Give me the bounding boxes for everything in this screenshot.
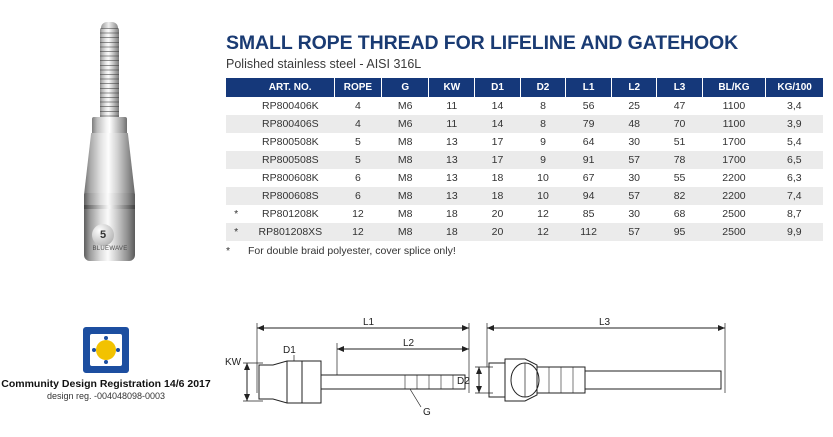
table-row [226, 187, 823, 205]
cell-d2: 12 [520, 223, 565, 241]
cell-rope: 6 [334, 187, 381, 205]
cell-d1: 18 [475, 187, 520, 205]
dim-label-l1: L1 [363, 317, 375, 328]
product-photo [30, 18, 200, 258]
cell-bl-kg: 1700 [702, 133, 766, 151]
cell-bl-kg: 2500 [702, 205, 766, 223]
column-header-d1: D1 [475, 78, 520, 97]
cell-d2: 9 [520, 151, 565, 169]
cell-star [226, 115, 246, 133]
cell-l1: 79 [566, 115, 612, 133]
cell-d1: 18 [475, 169, 520, 187]
cell-g: M8 [382, 223, 429, 241]
technical-drawings [225, 305, 825, 430]
cell-l3: 95 [657, 223, 702, 241]
footnote-star: * [226, 245, 231, 257]
cell-g: M8 [382, 133, 429, 151]
cell-d1: 20 [475, 205, 520, 223]
logo-star-circle [96, 340, 116, 360]
cell-g: M8 [382, 205, 429, 223]
cell-kw: 18 [429, 223, 475, 241]
cell-d1: 17 [475, 151, 520, 169]
spec-table [226, 78, 823, 241]
cell-g: M6 [382, 97, 429, 115]
cell-art-no: RP801208XS [246, 223, 334, 241]
cell-kg-100: 6,5 [766, 151, 823, 169]
cell-bl-kg: 1100 [702, 97, 766, 115]
cell-rope: 4 [334, 97, 381, 115]
cell-bl-kg: 1100 [702, 115, 766, 133]
cell-d1: 14 [475, 97, 520, 115]
cell-kg-100: 7,4 [766, 187, 823, 205]
cell-kw: 13 [429, 151, 475, 169]
cell-art-no: RP800406K [246, 97, 334, 115]
logo-dot-top [104, 336, 108, 340]
spec-table-body [226, 97, 823, 241]
column-header-kw: KW [429, 78, 475, 97]
cell-bl-kg: 1700 [702, 151, 766, 169]
spec-table-wrapper [226, 78, 823, 241]
cell-l3: 47 [657, 97, 702, 115]
dim-label-l2: L2 [403, 338, 415, 349]
table-row [226, 169, 823, 187]
cell-star [226, 97, 246, 115]
cell-star: * [226, 205, 246, 223]
cell-art-no: RP800608S [246, 187, 334, 205]
cell-g: M8 [382, 187, 429, 205]
table-row [226, 151, 823, 169]
cell-l2: 30 [612, 205, 657, 223]
page-title: SMALL ROPE THREAD FOR LIFELINE AND GATEHOOK [226, 32, 739, 54]
community-design-line2: design reg. -004048098-0003 [46, 391, 166, 401]
thread-ridges [100, 28, 119, 120]
threaded-stud [100, 28, 119, 120]
community-design-line1: Community Design Registration 14/6 2017 [1, 378, 211, 390]
table-header-row [226, 78, 823, 97]
cell-l1: 64 [566, 133, 612, 151]
table-row [226, 205, 823, 223]
cell-rope: 5 [334, 151, 381, 169]
logo-dot-left [92, 348, 96, 352]
cell-kg-100: 8,7 [766, 205, 823, 223]
page-subtitle: Polished stainless steel - AISI 316L [226, 57, 422, 71]
column-header-d2: D2 [520, 78, 565, 97]
column-header-kg-100: KG/100 [766, 78, 823, 97]
column-header-star [226, 78, 246, 97]
cell-l2: 57 [612, 187, 657, 205]
cell-l2: 57 [612, 223, 657, 241]
cell-g: M6 [382, 115, 429, 133]
dim-label-d1: D1 [283, 345, 296, 356]
dim-label-d2: D2 [457, 376, 470, 387]
drawings-svg [225, 305, 825, 430]
cell-rope: 4 [334, 115, 381, 133]
cell-kw: 18 [429, 205, 475, 223]
cell-d2: 9 [520, 133, 565, 151]
cell-star [226, 151, 246, 169]
logo-dot-right [116, 348, 120, 352]
cell-art-no: RP800508K [246, 133, 334, 151]
cell-l3: 55 [657, 169, 702, 187]
cell-star [226, 187, 246, 205]
cell-kg-100: 3,9 [766, 115, 823, 133]
barrel-ring [84, 205, 135, 209]
column-header-rope: ROPE [334, 78, 381, 97]
column-header-bl-kg: BL/KG [702, 78, 766, 97]
cell-l2: 30 [612, 133, 657, 151]
cell-d2: 12 [520, 205, 565, 223]
cell-kw: 11 [429, 115, 475, 133]
cell-l1: 67 [566, 169, 612, 187]
cell-l2: 30 [612, 169, 657, 187]
table-footnote [226, 245, 456, 257]
cell-star [226, 169, 246, 187]
cell-kw: 11 [429, 97, 475, 115]
column-header-l1: L1 [566, 78, 612, 97]
cell-kg-100: 9,9 [766, 223, 823, 241]
cell-d1: 14 [475, 115, 520, 133]
cell-l3: 78 [657, 151, 702, 169]
column-header-l3: L3 [657, 78, 702, 97]
cell-rope: 5 [334, 133, 381, 151]
cell-d2: 10 [520, 187, 565, 205]
column-header-l2: L2 [612, 78, 657, 97]
cell-d1: 20 [475, 223, 520, 241]
cell-d2: 8 [520, 115, 565, 133]
brand-text: BLUEWAVE [92, 246, 128, 252]
cell-l3: 70 [657, 115, 702, 133]
table-row [226, 133, 823, 151]
table-row [226, 97, 823, 115]
cell-star: * [226, 223, 246, 241]
collar [92, 117, 127, 135]
cell-l3: 82 [657, 187, 702, 205]
community-design-logo-icon [83, 327, 129, 373]
cell-rope: 12 [334, 205, 381, 223]
table-row [226, 223, 823, 241]
cell-l2: 48 [612, 115, 657, 133]
cell-l1: 94 [566, 187, 612, 205]
cell-art-no: RP800608K [246, 169, 334, 187]
cell-l3: 51 [657, 133, 702, 151]
cell-kg-100: 5,4 [766, 133, 823, 151]
cell-kg-100: 6,3 [766, 169, 823, 187]
cell-l1: 91 [566, 151, 612, 169]
cell-kw: 13 [429, 169, 475, 187]
cell-l1: 56 [566, 97, 612, 115]
cell-l1: 85 [566, 205, 612, 223]
footnote-text: For double braid polyester, cover splice only! [248, 245, 456, 257]
cell-kg-100: 3,4 [766, 97, 823, 115]
cell-d1: 17 [475, 133, 520, 151]
cell-l2: 57 [612, 151, 657, 169]
cell-kw: 13 [429, 133, 475, 151]
cell-art-no: RP801208K [246, 205, 334, 223]
column-header-g: G [382, 78, 429, 97]
dim-label-l3: L3 [599, 317, 611, 328]
tapered-body [84, 133, 135, 195]
cell-rope: 6 [334, 169, 381, 187]
cell-kw: 13 [429, 187, 475, 205]
cell-bl-kg: 2200 [702, 187, 766, 205]
cell-g: M8 [382, 151, 429, 169]
cell-star [226, 133, 246, 151]
cell-d2: 8 [520, 97, 565, 115]
cell-g: M8 [382, 169, 429, 187]
cell-bl-kg: 2200 [702, 169, 766, 187]
logo-dot-bottom [104, 360, 108, 364]
cell-l3: 68 [657, 205, 702, 223]
cell-l1: 112 [566, 223, 612, 241]
spec-table-header [226, 78, 823, 97]
size-label: 5 [92, 224, 114, 246]
table-row [226, 115, 823, 133]
dim-label-g: G [423, 407, 431, 418]
cell-art-no: RP800406S [246, 115, 334, 133]
cell-bl-kg: 2500 [702, 223, 766, 241]
cell-d2: 10 [520, 169, 565, 187]
dim-label-kw: KW [225, 357, 242, 368]
cell-art-no: RP800508S [246, 151, 334, 169]
cell-l2: 25 [612, 97, 657, 115]
column-header-art-no: ART. NO. [246, 78, 334, 97]
cell-rope: 12 [334, 223, 381, 241]
